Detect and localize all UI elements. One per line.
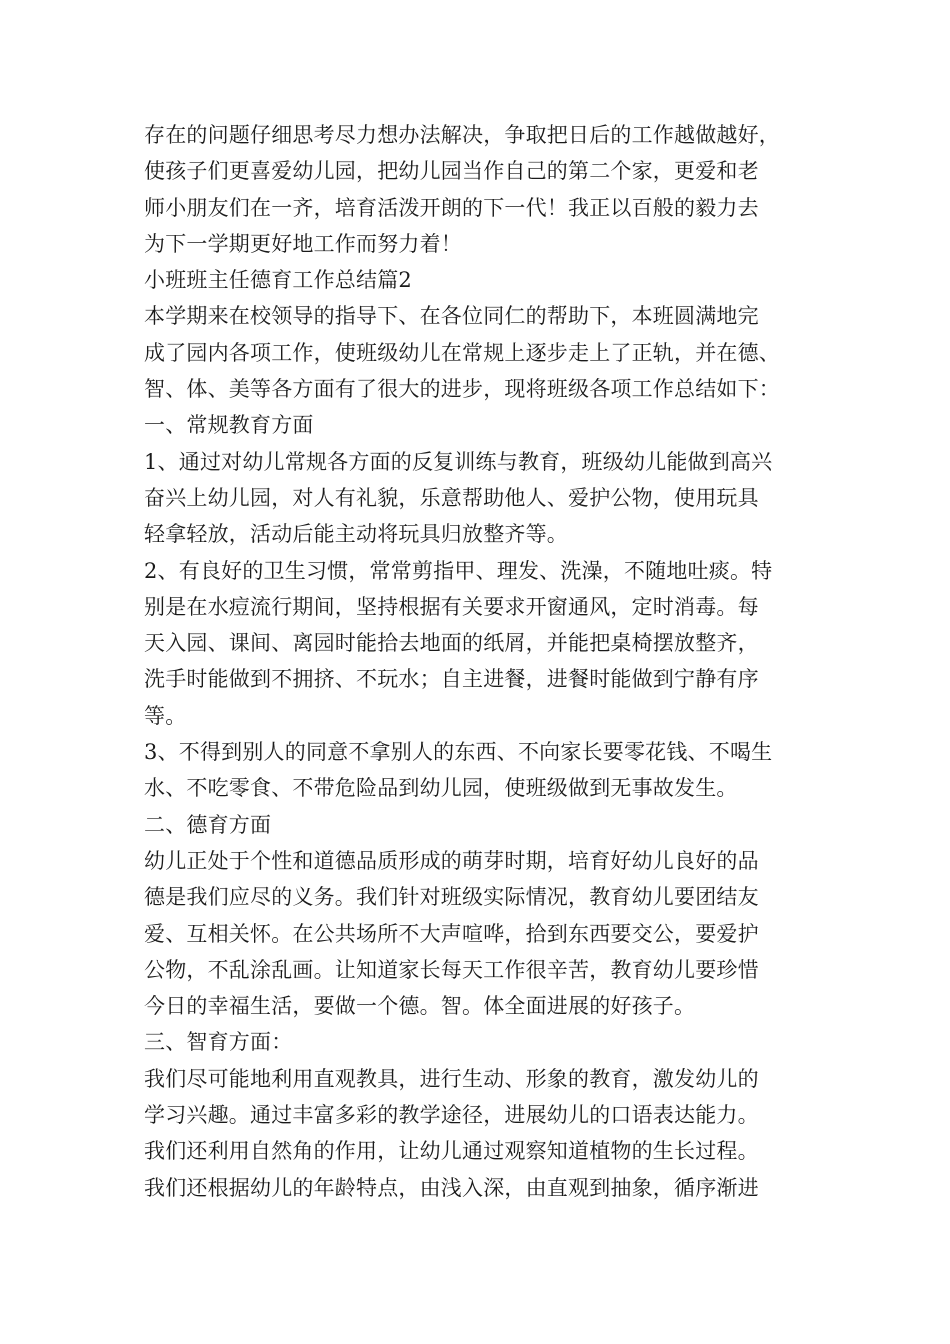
- text-line: 存在的问题仔细思考尽力想办法解决，争取把日后的工作越做越好，: [144, 123, 780, 147]
- text-line: 师小朋友们在一齐，培育活泼开朗的下一代！我正以百般的毅力去: [144, 195, 759, 220]
- section-heading: 三、智育方面：: [144, 1030, 293, 1055]
- text-line: 1、通过对幼儿常规各方面的反复训练与教育，班级幼儿能做到高兴: [144, 449, 773, 474]
- text-line: 为下一学期更好地工作而努力着！: [144, 231, 462, 256]
- section-heading: 二、德育方面: [144, 812, 272, 837]
- text-line: 学习兴趣。通过丰富多彩的教学途径，进展幼儿的口语表达能力。: [144, 1103, 759, 1128]
- text-line: 智、体、美等各方面有了很大的进步，现将班级各项工作总结如下：: [144, 377, 780, 402]
- document-body: [144, 117, 809, 1206]
- text-line: 公物，不乱涂乱画。让知道家长每天工作很辛苦，教育幼儿要珍惜: [144, 957, 759, 982]
- text-line: 别是在水痘流行期间，坚持根据有关要求开窗通风，定时消毒。每: [144, 594, 759, 619]
- text-line: 轻拿轻放，活动后能主动将玩具归放整齐等。: [144, 522, 568, 547]
- text-line: 我们尽可能地利用直观教具，进行生动、形象的教育，激发幼儿的: [144, 1066, 759, 1091]
- text-line: 成了园内各项工作，使班级幼儿在常规上逐步走上了正轨，并在德、: [144, 340, 780, 365]
- text-line: 我们还根据幼儿的年龄特点，由浅入深，由直观到抽象，循序渐进: [144, 1175, 759, 1200]
- text-line: 天入园、课间、离园时能拾去地面的纸屑，并能把桌椅摆放整齐，: [144, 631, 759, 656]
- section-heading: 一、常规教育方面: [144, 413, 314, 438]
- section-title: 小班班主任德育工作总结篇2: [144, 268, 412, 293]
- text-line: 本学期来在校领导的指导下、在各位同仁的帮助下，本班圆满地完: [144, 304, 759, 329]
- text-line: 德是我们应尽的义务。我们针对班级实际情况，教育幼儿要团结友: [144, 885, 759, 910]
- text-line: 奋兴上幼儿园，对人有礼貌，乐意帮助他人、爱护公物，使用玩具: [144, 485, 759, 510]
- text-line: 3、不得到别人的同意不拿别人的东西、不向家长要零花钱、不喝生: [144, 740, 773, 765]
- text-line: 水、不吃零食、不带危险品到幼儿园，使班级做到无事故发生。: [144, 776, 738, 801]
- text-line: 我们还利用自然角的作用，让幼儿通过观察知道植物的生长过程。: [144, 1139, 759, 1164]
- text-line: 幼儿正处于个性和道德品质形成的萌芽时期，培育好幼儿良好的品: [144, 848, 759, 873]
- text-line: 2、有良好的卫生习惯，常常剪指甲、理发、洗澡，不随地吐痰。特: [144, 558, 773, 583]
- text-line: 爱、互相关怀。在公共场所不大声喧哗，拾到东西要交公，要爱护: [144, 921, 759, 946]
- text-line: 使孩子们更喜爱幼儿园，把幼儿园当作自己的第二个家，更爱和老: [144, 159, 759, 184]
- text-line: 今日的幸福生活，要做一个德。智。体全面进展的好孩子。: [144, 994, 696, 1019]
- text-line: 等。: [144, 703, 187, 728]
- text-line: 洗手时能做到不拥挤、不玩水；自主进餐，进餐时能做到宁静有序: [144, 667, 759, 692]
